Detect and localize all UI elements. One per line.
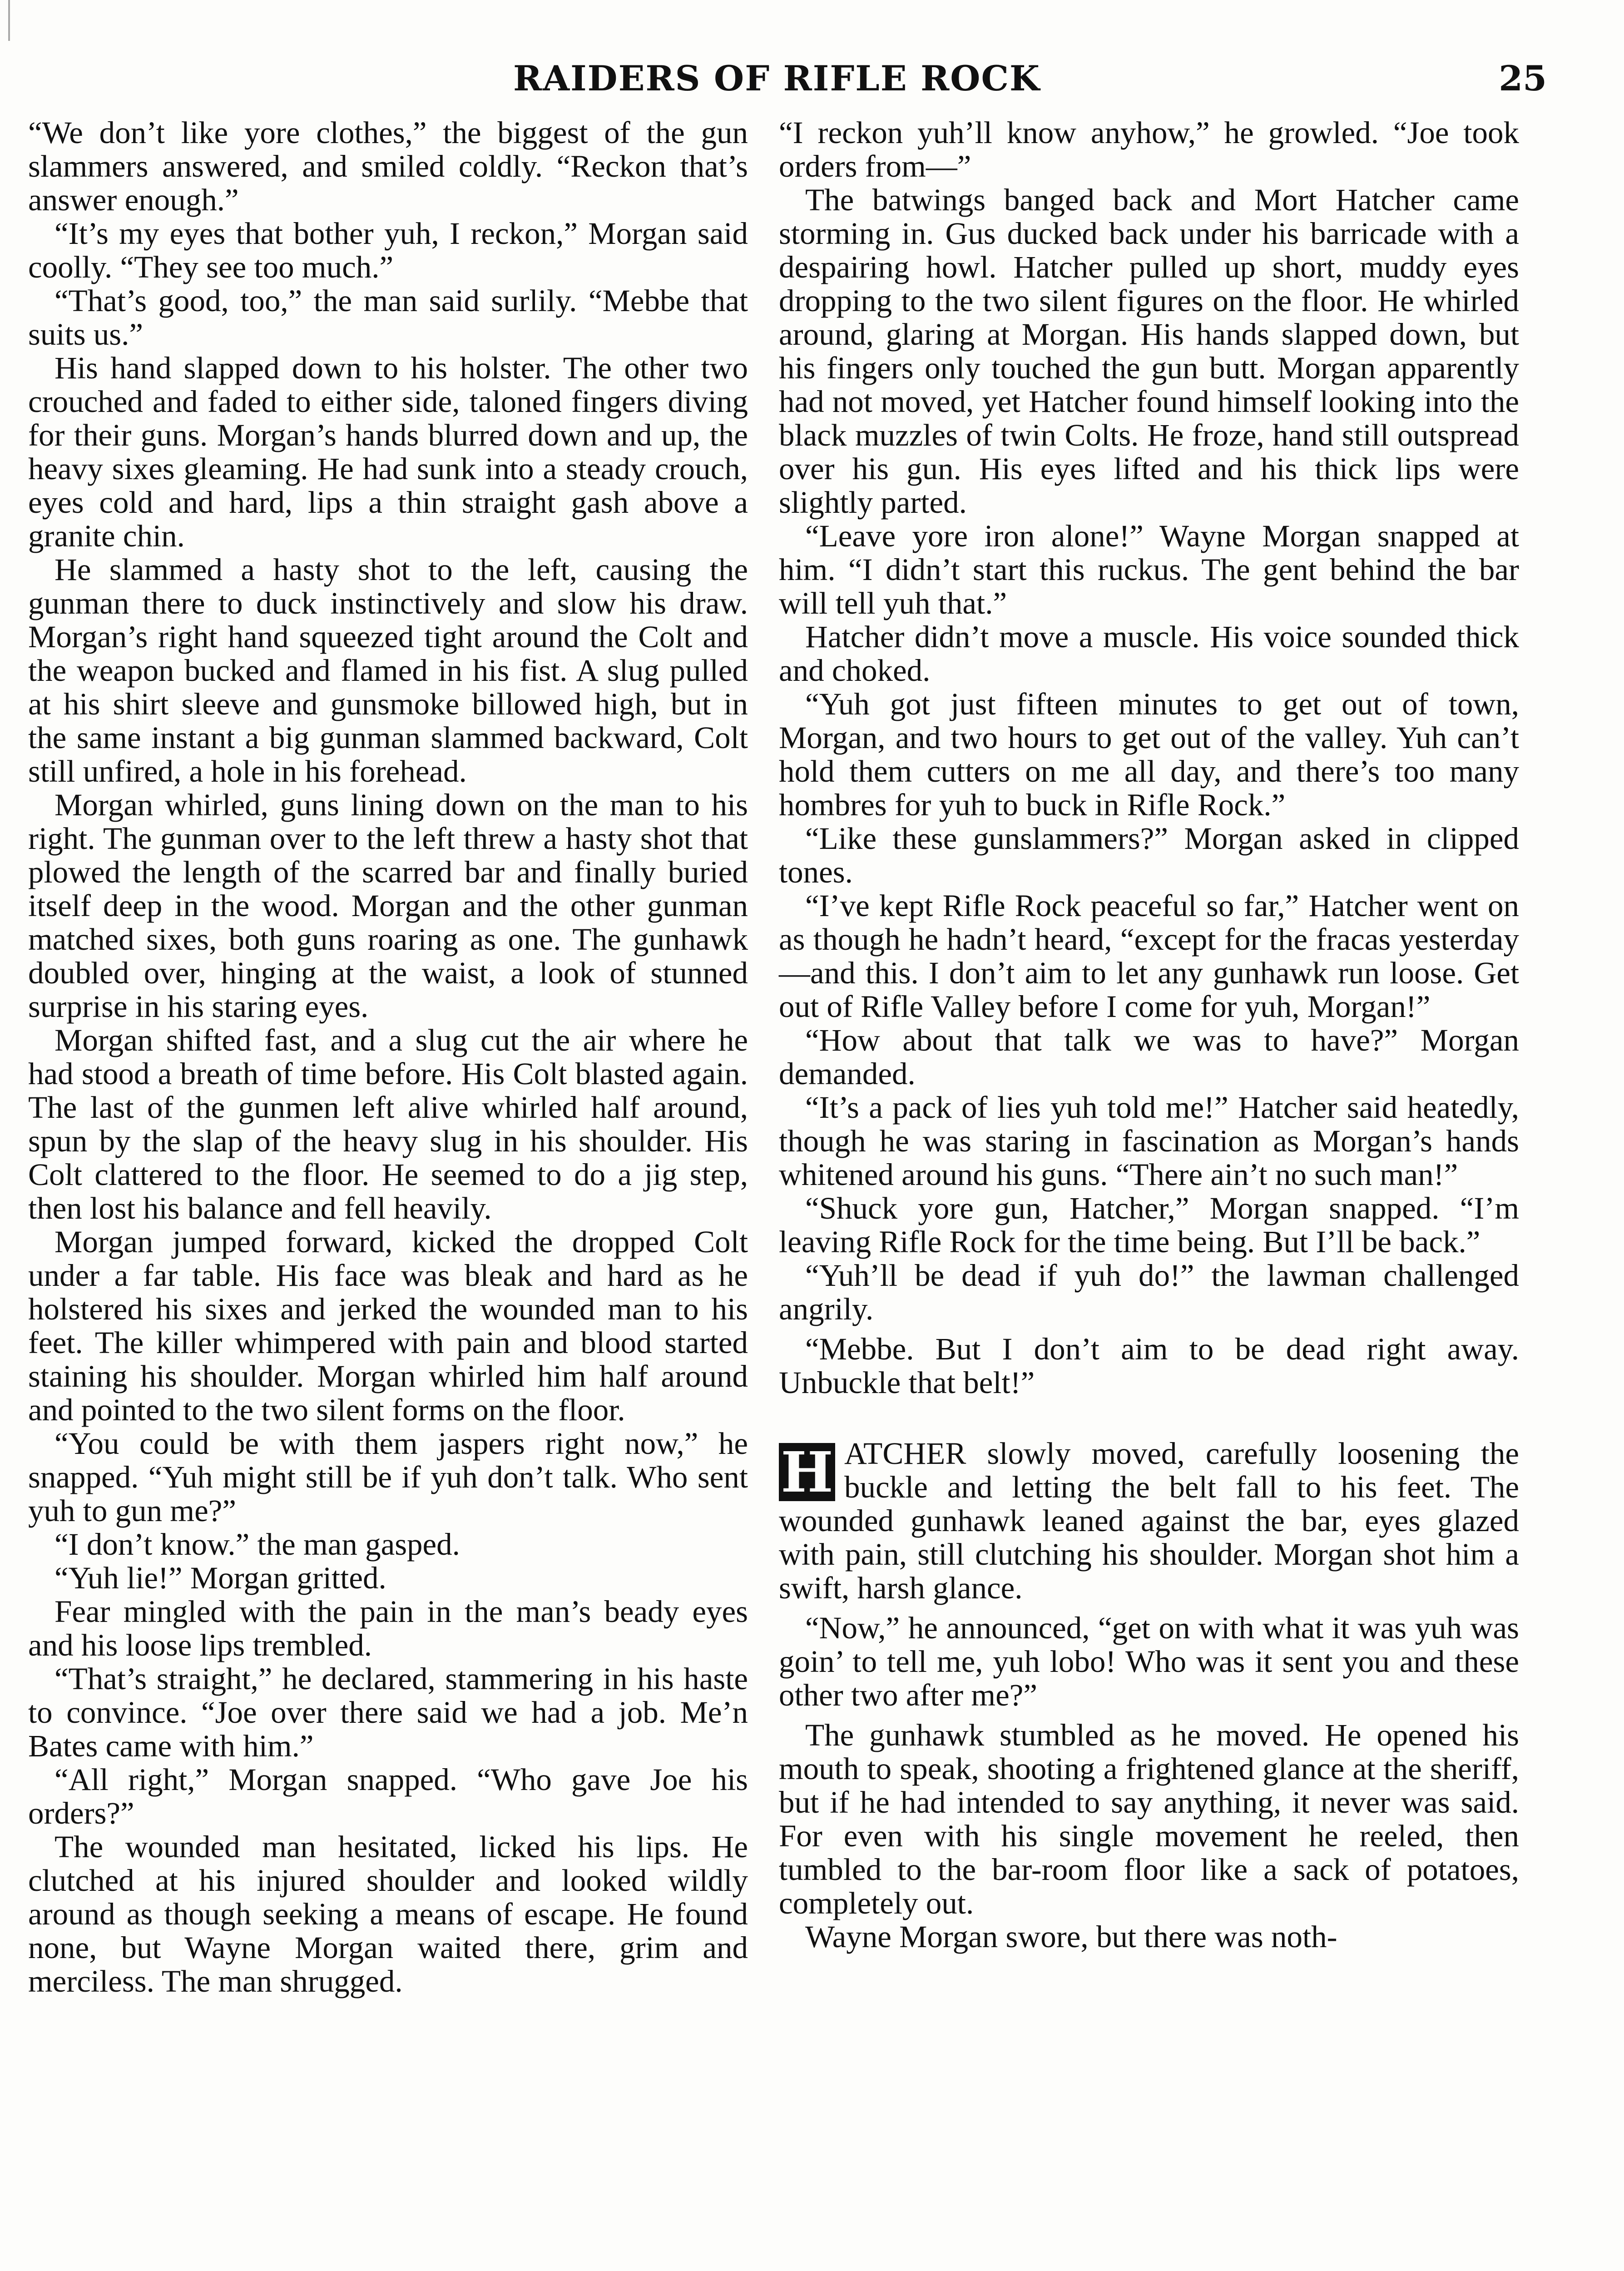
paragraph: The gunhawk stumbled as he moved. He opened his mouth to speak, shooting a frightened glance at the sheriff, but if he had intended to say anything, it never was said. For even with his single movement he reeled, then tumbled to the bar-room floor like a sack of potatoes, completely out. [779,1718,1519,1920]
paragraph: “We don’t like yore clothes,” the biggest of the gun slammers answered, and smiled coldly. “Reckon that’s answer enough.” [28,115,748,217]
left-text-column [28,116,748,1998]
paragraph: “Yuh got just fifteen minutes to get out of town, Morgan, and two hours to get out of the valley. Yuh can’t hold them cutters on me all day, and there’s too many hombres for yuh to buck in Rifle Rock.” [779,687,1519,822]
paragraph: “That’s good, too,” the man said surlily. “Mebbe that suits us.” [28,283,748,352]
paragraph: Morgan shifted fast, and a slug cut the air where he had stood a breath of time before. His Colt blasted again. The last of the gunmen left alive whirled half around, spun by the slap of the heavy slug in his shoulder. His Colt clattered to the floor. He seemed to do a jig step, then lost his balance and fell heavily. [28,1023,748,1225]
running-title: RAIDERS OF RIFLE ROCK [513,58,1041,99]
paragraph: “Leave yore iron alone!” Wayne Morgan snapped at him. “I didn’t start this ruckus. The gent behind the bar will tell yuh that.” [779,519,1519,620]
paragraph: Morgan whirled, guns lining down on the man to his right. The gunman over to the left threw a hasty shot that plowed the length of the scarred bar and finally buried itself deep in the wood. Morgan and the other gunman matched sixes, both guns roaring as one. The gunhawk doubled over, hinging at the waist, a look of stunned surprise in his staring eyes. [28,788,748,1024]
page-edge-mark [0,0,10,41]
drop-cap: H [779,1443,835,1501]
paragraph: “Yuh’ll be dead if yuh do!” the lawman challenged angrily. [779,1258,1519,1326]
paragraph: Hatcher didn’t move a muscle. His voice sounded thick and choked. [779,620,1519,688]
paragraph: Fear mingled with the pain in the man’s beady eyes and his loose lips trembled. [28,1594,748,1662]
section-opening-paragraph [779,1437,1519,1605]
page-number: 25 [1499,58,1547,99]
paragraph: “That’s straight,” he declared, stammering in his haste to convince. “Joe over there said we had a job. Me’n Bates came with him.” [28,1661,748,1763]
paragraph: “All right,” Morgan snapped. “Who gave Joe his orders?” [28,1762,748,1830]
paragraph: “I’ve kept Rifle Rock peaceful so far,” Hatcher went on as though he hadn’t heard, “except for the fracas yesterday—and this. I don’t aim to let any gunhawk run loose. Get out of Rifle Valley before I come for yuh, Morgan!” [779,888,1519,1024]
paragraph: Morgan jumped forward, kicked the dropped Colt under a far table. His face was bleak and hard as he holstered his sixes and jerked the wounded man to his feet. The killer whimpered with pain and blood started staining his shoulder. Morgan whirled him half around and pointed to the two silent forms on the floor. [28,1225,748,1427]
right-text-column [779,116,1519,1954]
paragraph: The wounded man hesitated, licked his lips. He clutched at his injured shoulder and looked wildly around as though seeking a means of escape. He found none, but Wayne Morgan waited there, grim and merciless. The man shrugged. [28,1830,748,1998]
paragraph: “Shuck yore gun, Hatcher,” Morgan snapped. “I’m leaving Rifle Rock for the time being. But I’ll be back.” [779,1191,1519,1259]
dropcap-paragraph-text: ATCHER slowly moved, carefully loosening the buckle and letting the belt fall to his feet. The wounded gunhawk leaned against the bar, eyes glazed with pain, still clutching his shoulder. Morgan shot him a swift, harsh glance. [779,1436,1519,1605]
paragraph: “It’s my eyes that bother yuh, I reckon,” Morgan said coolly. “They see too much.” [28,216,748,284]
paragraph: “Like these gunslammers?” Morgan asked in clipped tones. [779,821,1519,889]
paragraph: The batwings banged back and Mort Hatcher came storming in. Gus ducked back under his barricade with a despairing howl. Hatcher pulled up short, muddy eyes dropping to the two silent figures on the floor. He whirled around, glaring at Morgan. His hands slapped down, but his fingers only touched the gun butt. Morgan apparently had not moved, yet Hatcher found himself looking into the black muzzles of twin Colts. He froze, hand still outspread over his gun. His eyes lifted and his thick lips were slightly parted. [779,183,1519,520]
paragraph: “How about that talk we was to have?” Morgan demanded. [779,1023,1519,1091]
paragraph: Wayne Morgan swore, but there was noth- [805,1919,1337,1954]
paragraph: “Now,” he announced, “get on with what it was yuh was goin’ to tell me, yuh lobo! Who was it sent you and these other two after me?” [779,1611,1519,1712]
paragraph: “I reckon yuh’ll know anyhow,” he growled. “Joe took orders from—” [779,115,1519,183]
paragraph: “You could be with them jaspers right now,” he snapped. “Yuh might still be if yuh don’t talk. Who sent yuh to gun me?” [28,1426,748,1528]
page-header [0,54,1624,108]
paragraph: His hand slapped down to his holster. The other two crouched and faded to either side, taloned fingers diving for their guns. Morgan’s hands blurred down and up, the heavy sixes gleaming. He had sunk into a steady crouch, eyes cold and hard, lips a thin straight gash above a granite chin. [28,351,748,553]
paragraph: “It’s a pack of lies yuh told me!” Hatcher said heatedly, though he was staring in fascination as Morgan’s hands whitened around his guns. “There ain’t no such man!” [779,1090,1519,1192]
paragraph: “I don’t know.” the man gasped. [54,1527,460,1562]
paragraph: “Mebbe. But I don’t aim to be dead right away. Unbuckle that belt!” [779,1332,1519,1400]
paragraph: He slammed a hasty shot to the left, causing the gunman there to duck instinctively and slow his draw. Morgan’s right hand squeezed tight around the Colt and the weapon bucked and flamed in his fist. A slug pulled at his shirt sleeve and gunsmoke billowed high, but in the same instant a big gunman slammed backward, Colt still unfired, a hole in his forehead. [28,552,748,788]
paragraph: “Yuh lie!” Morgan gritted. [54,1561,386,1595]
